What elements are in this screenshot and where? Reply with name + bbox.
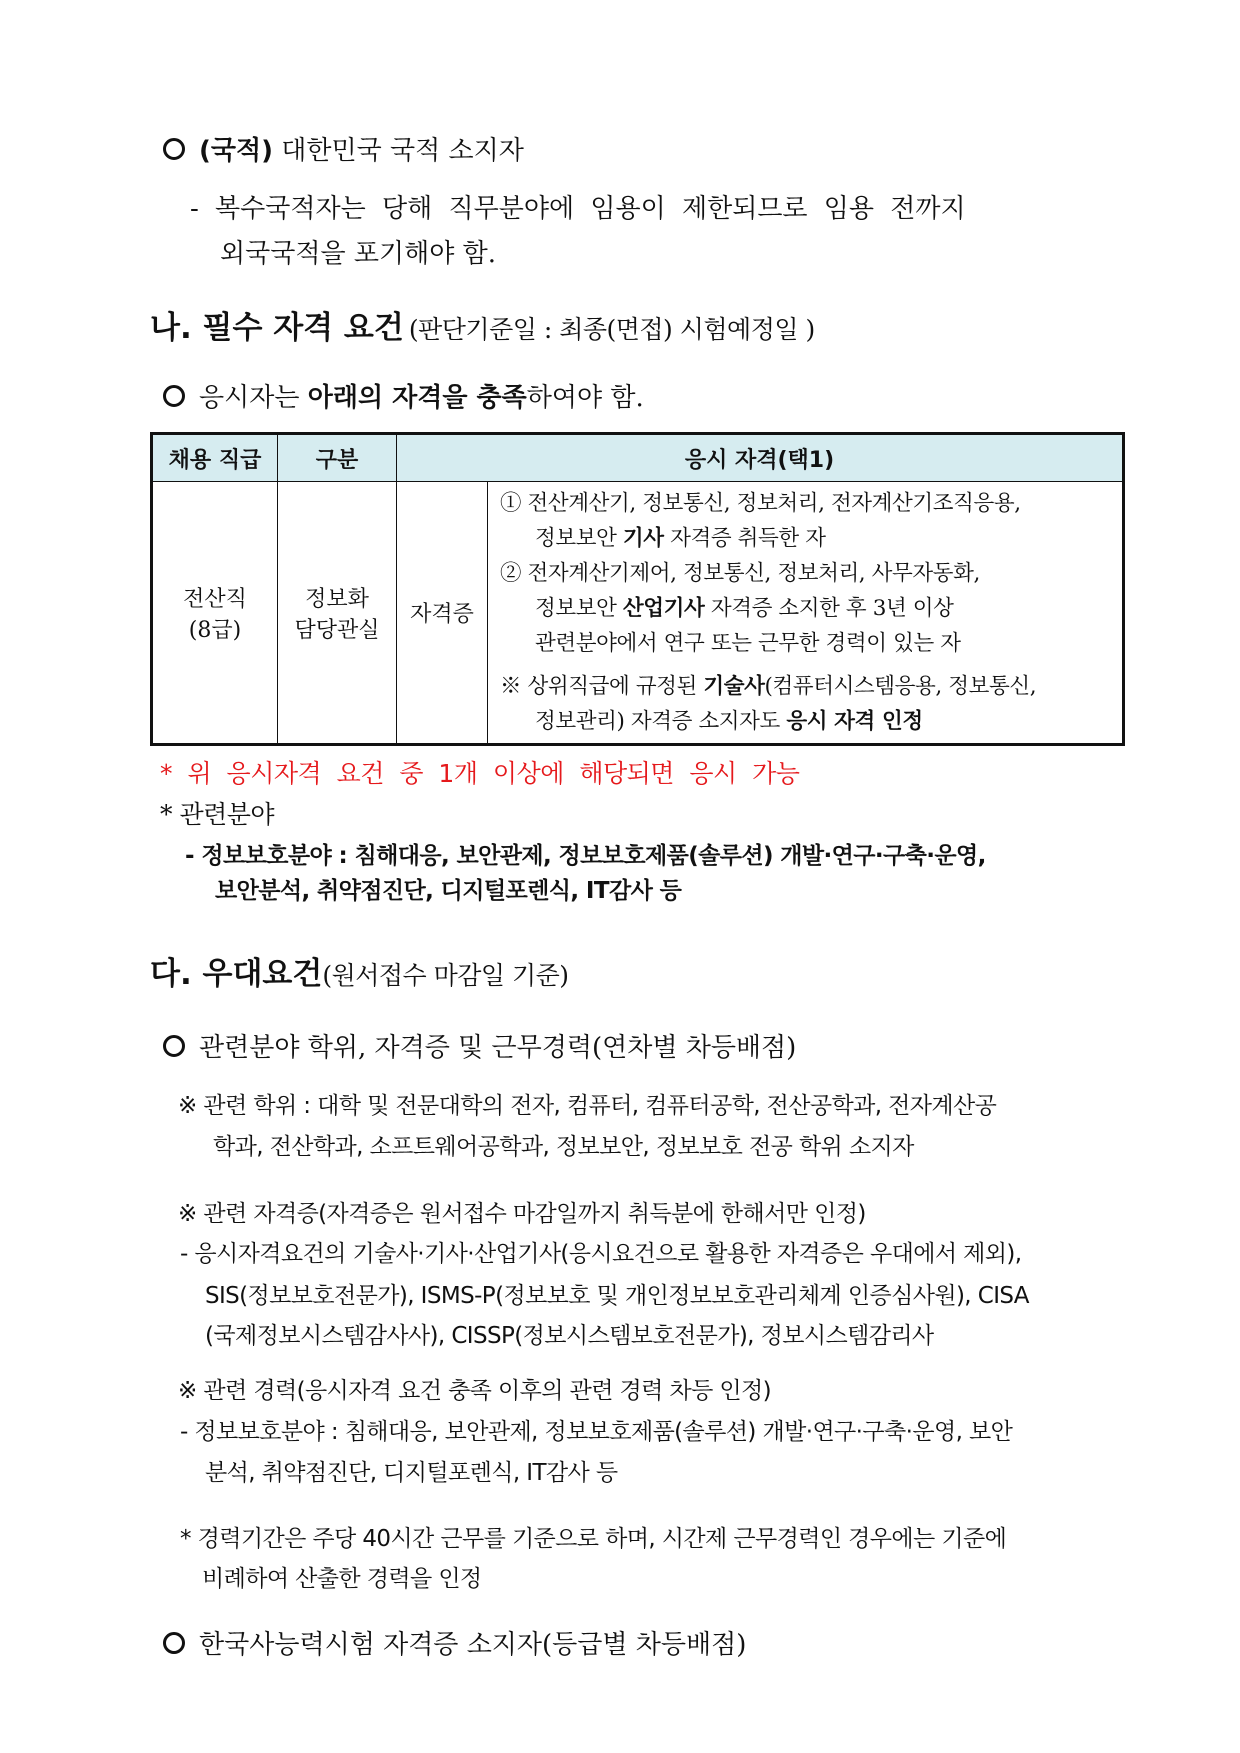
lead-bold: 아래의 자격을 충족 — [307, 383, 527, 413]
t-bold: 기술사 — [703, 674, 765, 699]
period-note-cont: 비례하여 산출한 경력을 인정 — [202, 1566, 482, 1592]
item-text: 관련분야 학위, 자격증 및 근무경력(연차별 차등배점) — [199, 1033, 797, 1063]
t: 정보보안 — [535, 596, 623, 621]
t: (컴퓨터시스템응용, 정보통신, — [764, 674, 1037, 699]
requirement-lead — [163, 380, 644, 416]
qualification-cell — [488, 482, 1124, 745]
item-text: 한국사능력시험 자격증 소지자(등급별 차등배점) — [199, 1630, 747, 1660]
nationality-note: - 복수국적자는 당해 직무분야에 임용이 제한되므로 임용 전까지 — [190, 194, 966, 224]
nationality-item — [163, 133, 524, 169]
nationality-label: (국적) — [199, 136, 273, 166]
nationality-text: 대한민국 국적 소지자 — [273, 136, 524, 166]
header-qualification: 응시 자격(택1) — [397, 434, 1124, 482]
qual-1-cont — [500, 521, 1112, 556]
t: 자격증 취득한 자 — [663, 526, 826, 551]
related-field-text: - 정보보호분야 : 침해대응, 보안관제, 정보보호제품(솔루션) 개발·연구·구축·운영, — [185, 843, 986, 869]
grade-cell — [152, 482, 278, 745]
preference-item-2 — [163, 1627, 746, 1663]
t-bold: 응시 자격 인정 — [786, 709, 923, 734]
qual-note — [500, 669, 1112, 704]
degree-note: ※ 관련 학위 : 대학 및 전문대학의 전자, 컴퓨터, 컴퓨터공학, 전산공학과, 전자계산공 — [178, 1093, 997, 1119]
preference-item-1 — [163, 1030, 796, 1066]
circle-bullet-icon — [163, 1035, 185, 1057]
dept: 정보화 — [305, 586, 369, 612]
t: 자격증 소지한 후 3년 이상 — [704, 596, 954, 621]
circle-bullet-icon — [163, 385, 185, 407]
header-grade: 채용 직급 — [152, 434, 278, 482]
dept-cell — [278, 482, 397, 745]
degree-note-cont: 학과, 전산학과, 소프트웨어공학과, 정보보안, 정보보호 전공 학위 소지자 — [213, 1134, 914, 1160]
cert-note: ※ 관련 자격증(자격증은 원서접수 마감일까지 취득분에 한해서만 인정) — [178, 1201, 866, 1227]
dept-cont: 담당관실 — [294, 617, 380, 643]
qual-2-cont2: 관련분야에서 연구 또는 근무한 경력이 있는 자 — [535, 631, 961, 656]
related-field-label: * 관련분야 — [160, 800, 275, 829]
t: 정보관리) 자격증 소지자도 — [535, 709, 787, 734]
section-da-heading — [150, 956, 569, 992]
lead-text-end: 하여야 함. — [526, 383, 644, 413]
circle-bullet-icon — [163, 1632, 185, 1654]
circle-bullet-icon — [163, 138, 185, 160]
section-subtitle: (판단기준일 : 최종(면접) 시험예정일 ) — [408, 315, 815, 344]
t: ※ 상위직급에 규정된 — [500, 674, 704, 699]
header-category: 구분 — [278, 434, 397, 482]
qual-2: ② 전자계산기제어, 정보통신, 정보처리, 사무자동화, — [500, 561, 980, 586]
type-cell: 자격증 — [397, 482, 488, 745]
experience-note: ※ 관련 경력(응시자격 요건 충족 이후의 관련 경력 차등 인정) — [178, 1378, 772, 1404]
cert-line-3: (국제정보시스템감사사), CISSP(정보시스템보호전문가), 정보시스템감리사 — [205, 1323, 934, 1349]
experience-line-2: 분석, 취약점진단, 디지털포렌식, IT감사 등 — [205, 1460, 618, 1486]
cert-line-2: SIS(정보보호전문가), ISMS-P(정보보호 및 개인정보보호관리체계 인증심사원), CISA — [205, 1283, 1029, 1309]
requirements-table — [150, 432, 1125, 746]
period-note: * 경력기간은 주당 40시간 근무를 기준으로 하며, 시간제 근무경력인 경우에는 기준에 — [180, 1526, 1007, 1552]
section-subtitle: (원서접수 마감일 기준) — [322, 961, 569, 990]
cert-line-1: - 응시자격요건의 기술사·기사·산업기사(응시요건으로 활용한 자격증은 우대에서 제외), — [180, 1241, 1022, 1267]
grade-level: (8급) — [188, 617, 242, 643]
qual-note-cont — [500, 704, 1112, 739]
nationality-note-cont: 외국국적을 포기해야 함. — [220, 239, 496, 269]
related-field-text-cont: 보안분석, 취약점진단, 디지털포렌식, IT감사 등 — [215, 878, 682, 904]
qual-1: ① 전산계산기, 정보통신, 정보처리, 전자계산기조직응용, — [500, 491, 1021, 516]
section-title: 다. 우대요건 — [150, 956, 323, 992]
grade: 전산직 — [183, 586, 247, 612]
experience-line-1: - 정보보호분야 : 침해대응, 보안관제, 정보보호제품(솔루션) 개발·연구·구축·운영, 보안 — [180, 1419, 1013, 1445]
t-bold: 기사 — [622, 526, 664, 551]
lead-text: 응시자는 — [199, 383, 308, 413]
qual-2-cont — [500, 591, 1112, 626]
eligibility-note: * 위 응시자격 요건 중 1개 이상에 해당되면 응시 가능 — [160, 759, 800, 788]
t: 정보보안 — [535, 526, 623, 551]
section-na-heading — [150, 310, 815, 346]
t-bold: 산업기사 — [622, 596, 705, 621]
section-title: 나. 필수 자격 요건 — [150, 310, 404, 346]
